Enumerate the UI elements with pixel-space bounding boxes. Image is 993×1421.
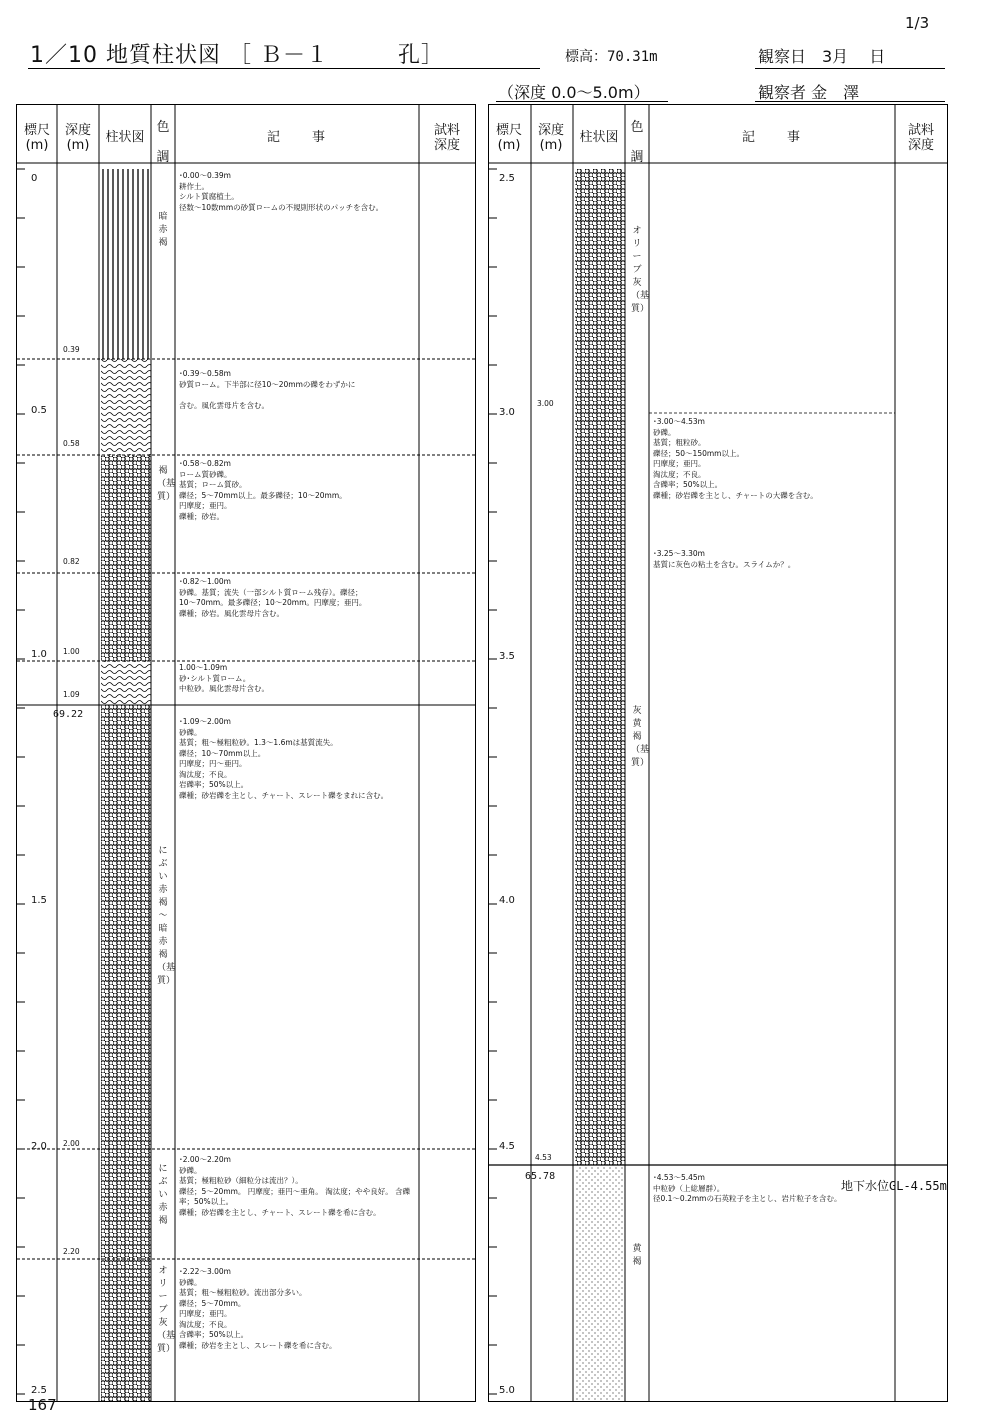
- layer-description: ･3.00～4.53m 砂礫。 基質；粗粒砂。 礫径；50～150mm以上。 円摩度；亜円。 淘汰度；不良。 含礫率；50%以上。 礫種；砂岩礫を主とし、チャートの大礫を含む。: [653, 417, 818, 500]
- header-depth: 深度 (m): [64, 123, 91, 153]
- depth-range: （深度 0.0～5.0m）: [498, 83, 650, 102]
- column-gravel: [575, 169, 625, 1165]
- scale-label: 2.0: [31, 1141, 47, 1152]
- scale-label: 2.5: [499, 173, 515, 184]
- groundwater-level: 地下水位GL-4.55m: [841, 1179, 947, 1193]
- layer-description: ･0.58～0.82m ローム質砂礫。 基質；ローム質砂。 礫径；5～70mm以上。最多礫径；10～20mm。 円摩度；亜円。 礫種；砂岩。: [179, 459, 347, 521]
- observation-date-underline: [755, 68, 945, 69]
- color-label: 褐（基質）: [157, 466, 176, 502]
- elevation-label: 標高：70.31m: [565, 49, 658, 65]
- page-footer-number: 167: [28, 1396, 57, 1414]
- color-label: 暗赤褐: [158, 212, 168, 248]
- header-column: 柱状図: [105, 130, 145, 145]
- layer-depth: 0.82: [63, 557, 80, 566]
- depth-range-underline: [496, 101, 668, 102]
- layer-depth: 0.58: [63, 439, 80, 448]
- column-sandy-loam: [101, 359, 151, 455]
- header-description: 記 事: [741, 130, 802, 145]
- layer-description: 1.00～1.09m 砂･シルト質ローム。 中粒砂。風化雲母片含む。: [179, 663, 269, 693]
- layer-description: ･0.00～0.39m 耕作土。 シルト質腐植土。 径数～10数mmの砂質ロームの不規則形状のパッチを含む。: [179, 171, 384, 212]
- scale-label: 4.0: [499, 895, 515, 906]
- layer-description: ･0.82～1.00m 砂礫。基質；流失（一部シルト質ローム残存）。礫径； 10～70mm。最多礫径；10～20mm。円摩度；亜円。 礫種；砂岩。風化雲母片含む。: [179, 577, 367, 618]
- layer-depth: 2.20: [63, 1247, 80, 1256]
- color-label: オリーブ灰（基質）: [631, 226, 650, 314]
- layer-depth: 1.00: [63, 647, 80, 656]
- layer-description: ･4.53～5.45m 中粒砂（上総層群）。 径0.1～0.2mmの石英粒子を主とし、岩片粒子を含む。: [653, 1173, 842, 1203]
- right-log-panel: [488, 104, 948, 1402]
- header-scale: 標尺 (m): [23, 123, 50, 153]
- layer-description: ･2.22～3.00m 砂礫。 基質；粗～極粗粒砂。流出部分多い。 礫径；5～70mm。 円摩度；亜円。 淘汰度；不良。 含礫率；50%以上。 礫種；砂岩を主とし、スレート礫を希に含む。: [179, 1267, 337, 1350]
- column-topsoil: [101, 169, 151, 359]
- column-gravel: [101, 705, 151, 1401]
- left-log-panel: [16, 104, 476, 1402]
- layer-depth: 4.53: [535, 1153, 552, 1162]
- color-label: オリーブ灰（基質）: [157, 1266, 176, 1354]
- scale-label: 0.5: [31, 405, 47, 416]
- layer-depth: 1.09: [63, 690, 80, 699]
- scale-label: 3.0: [499, 407, 515, 418]
- scale-label: 4.5: [499, 1141, 515, 1152]
- header-color: 色 調: [630, 120, 644, 165]
- page-number: 1/3: [905, 14, 930, 32]
- scale-label: 5.0: [499, 1385, 515, 1396]
- observer-underline: [755, 101, 945, 102]
- column-gravel: [101, 573, 151, 661]
- column-loamy-gravel: [101, 455, 151, 573]
- scale-label: 2.5: [31, 1385, 47, 1396]
- layer-description: ･0.39～0.58m 砂質ローム。下半部に径10～20mmの礫をわずかに 含む。風化雲母片を含む。: [179, 369, 356, 410]
- header-description: 記 事: [266, 130, 327, 145]
- header-column: 柱状図: [579, 130, 619, 145]
- color-label: にぶい赤褐～暗赤褐（基質）: [157, 846, 176, 986]
- header-sample: 試料 深度: [433, 123, 460, 153]
- layer-depth: 2.00: [63, 1139, 80, 1148]
- page-title: 1／10 地質柱状図 ［ Ｂ－１ 孔］: [30, 43, 444, 68]
- layer-description: ･2.00～2.20m 砂礫。 基質；極粗粒砂（細粒分は流出？）。 礫径；5～20mm。 円摩度；亜円～亜角。 淘汰度；やや良好。 含礫率；50%以上。 礫種；砂岩礫を主とし、チャート、スレート礫を希に含む。: [179, 1155, 411, 1217]
- scale-label: 0: [31, 173, 38, 184]
- title-underline: [28, 68, 540, 69]
- column-medium-sand: [575, 1165, 625, 1401]
- header-depth: 深度 (m): [537, 123, 564, 153]
- header-sample: 試料 深度: [907, 123, 934, 153]
- right-log-drawing: [489, 105, 947, 1401]
- elevation-mark: 69.22: [53, 709, 84, 720]
- column-silty-loam: [101, 661, 151, 705]
- scale-label: 3.5: [499, 651, 515, 662]
- header-scale: 標尺 (m): [495, 123, 522, 153]
- scale-label: 1.0: [31, 649, 47, 660]
- color-label: にぶい赤褐: [158, 1164, 168, 1226]
- color-label: 黄褐: [632, 1244, 642, 1267]
- observation-date: 観察日 3月 日: [758, 47, 886, 66]
- color-label: 灰黄褐（基質）: [631, 706, 650, 768]
- observer: 観察者 金 澤: [758, 83, 860, 102]
- layer-description: ･3.25～3.30m 基質に灰色の粘土を含む。スライムか？。: [653, 549, 796, 569]
- scale-label: 1.5: [31, 895, 47, 906]
- layer-depth: 3.00: [537, 399, 554, 408]
- elevation-mark: 65.78: [525, 1171, 556, 1182]
- header-color: 色 調: [156, 120, 170, 165]
- layer-depth: 0.39: [63, 345, 80, 354]
- layer-description: ･1.09～2.00m 砂礫。 基質；粗～極粗粒砂。1.3～1.6mは基質流失。 礫径；10～70mm以上。 円摩度；円～亜円。 淘汰度；不良。 岩礫率；50%以上。 礫種；砂岩礫を主とし、チャート、スレート礫をまれに含む。: [179, 717, 389, 800]
